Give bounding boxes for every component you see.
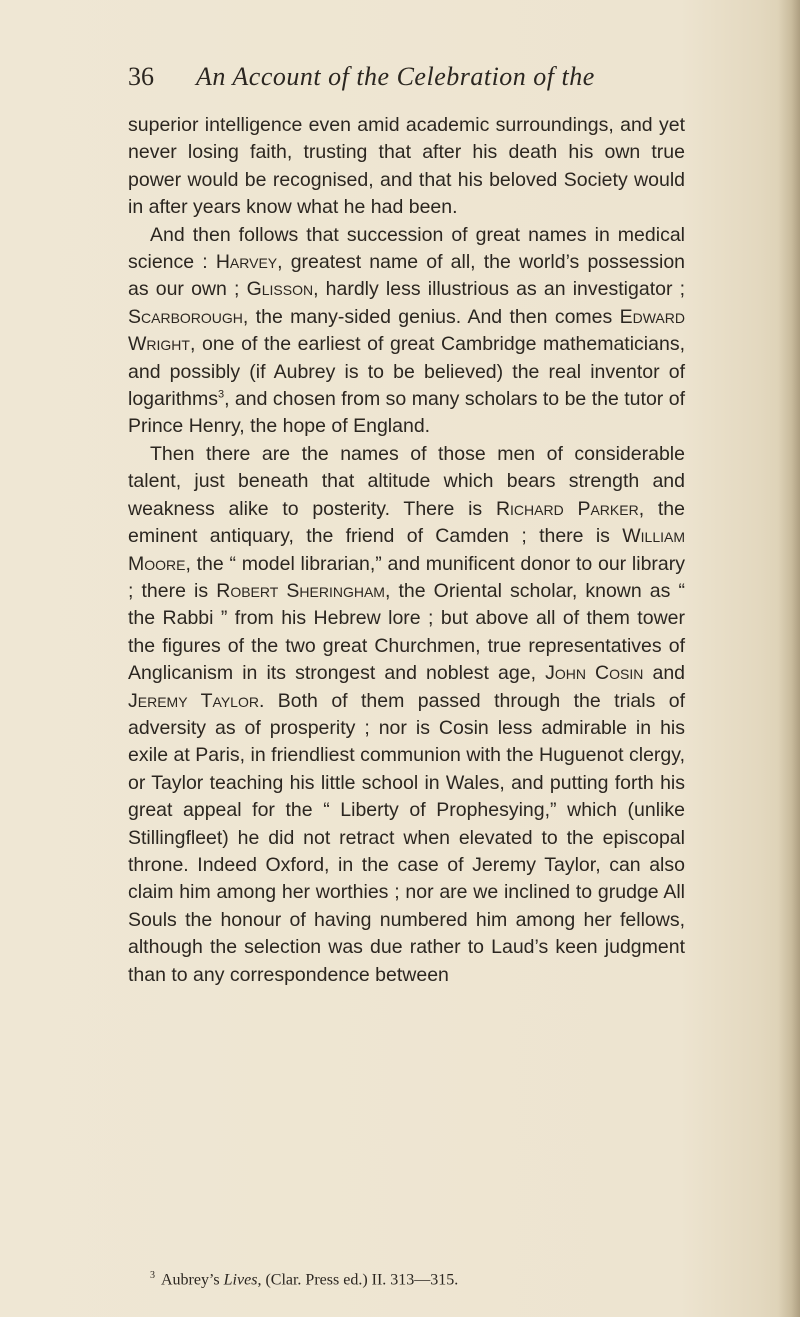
name-richard-parker: Richard Parker (495, 497, 639, 520)
p2-text-c: , hardly less illustrious as an investigator ; (313, 278, 686, 301)
name-william-moore: William Moore (128, 525, 685, 575)
paragraph-3 (128, 441, 685, 989)
p3-text-and: and (643, 662, 686, 685)
footnote-title-italic: Lives (223, 1271, 258, 1289)
paragraph-1-text: superior intelligence even amid academic surroundings, and yet never losing faith, trusting that after his death his own true power would be recognised, and that his beloved Society would in after years know what he had been. (128, 114, 685, 219)
footnote-text-a: Aubrey’s (161, 1271, 224, 1289)
p2-text-e: , one of the earliest of great Cambridge mathematicians, and possibly (if Aubrey is to be believed) the real inventor of logarithms (128, 333, 685, 411)
p2-text-a: And then follows that succession of great names in medical science : (128, 223, 685, 274)
p3-text-c: , the “ model librarian,” and munificent donor to our library ; there is (128, 552, 685, 602)
page-edge-shadow (778, 0, 800, 1317)
p2-text-f: , and chosen from so many scholars to be the tutor of Prince Henry, the hope of England. (128, 388, 685, 438)
p3-text-b: , the eminent antiquary, the friend of Camden ; there is (128, 497, 685, 548)
p2-text-d: , the many-sided genius. And then comes (242, 305, 620, 328)
name-edward-wright: Edward Wright (128, 305, 685, 356)
name-glisson: Glisson (246, 278, 314, 301)
p3-text-e: . Both of them passed through the trials of adversity as of prosperity ; nor is Cosin less admirable in his exile at Paris, in friendliest communion with the Huguenot clergy, or Taylor teaching his little school in Wales, and putting forth his great appeal for the “ Liberty of Prophesying,” which (unlike Stillingfleet) he did not retract when elevated to the episcopal throne. Indeed Oxford, in the case of Jeremy Taylor, can also claim him among her worthies ; nor are we inclined to grudge All Souls the honour of having numbered him among her fellows, although the selection was due rather to Laud’s keen judgment than to any correspondence between (128, 689, 686, 986)
running-title: An Account of the Celebration of the (196, 62, 595, 91)
footnote-mark: 3 (150, 1270, 155, 1281)
body-text (128, 112, 685, 989)
name-jeremy-taylor: Jeremy Taylor (128, 689, 259, 712)
name-harvey: Harvey (215, 251, 278, 274)
footnote (150, 1266, 690, 1290)
name-scarborough: Scarborough (128, 305, 243, 328)
p2-text-b: , greatest name of all, the world’s possession as our own ; (128, 251, 686, 301)
p3-text-a: Then there are the names of those men of considerable talent, just beneath that altitude which bears strength and weakness alike to posterity. There is (128, 442, 685, 520)
name-john-cosin: John Cosin (545, 662, 644, 685)
footnote-reference: 3 (217, 388, 225, 401)
p3-text-d: , the Oriental scholar, known as “ the Rabbi ” from his Hebrew lore ; but above all of them tower the figures of the two great Churchmen, true representatives of Anglicanism in its strongest and noblest age, (128, 579, 685, 685)
paragraph-2 (128, 222, 685, 441)
page-number: 36 (128, 62, 154, 91)
name-robert-sheringham: Robert Sheringham (216, 579, 385, 602)
paragraph-1 (128, 112, 685, 222)
footnote-text-b: , (Clar. Press ed.) II. 313—315. (257, 1271, 459, 1289)
page-header (128, 62, 688, 102)
